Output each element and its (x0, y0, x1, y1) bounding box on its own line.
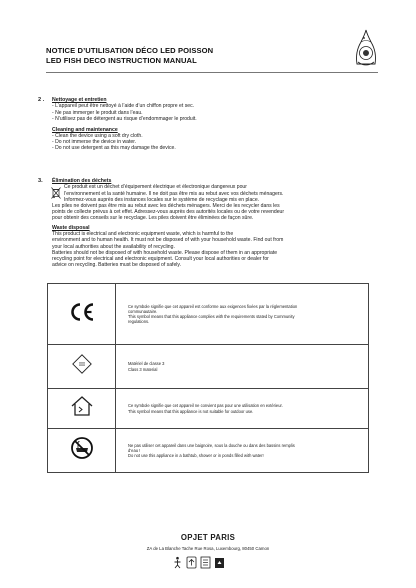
text-line: This symbol means that this appliance is not suitable for outdoor use. (128, 408, 254, 414)
section-heading-en: Waste disposal (52, 224, 90, 231)
symbol-description (116, 429, 369, 473)
symbol-cell (48, 284, 116, 345)
text-line: This product is electrical and electronic equipment waste, which is harmful to the (52, 231, 234, 238)
company-name: OPJET PARIS (180, 533, 236, 542)
triman-logo-icon (172, 556, 183, 569)
text-line: Les piles ne doivent pas être mis au rebut avec les déchets ménagers. Merci de les recycler dans les (52, 202, 280, 209)
recycle-bin-icon (186, 556, 197, 569)
text-line: - Clean the device using a soft dry cloth. (52, 133, 143, 140)
text-line: This symbol means that this appliance complies with the requirements stated by Community (128, 314, 295, 319)
symbol-cell (48, 429, 116, 473)
text-line: points de collecte prévus à cet effet. Adressez-vous auprès des autorités locales ou de votre revendeur (52, 208, 285, 215)
text-line: Matériel de classe 3 (128, 361, 165, 367)
crossed-out-wheelie-bin-icon (51, 187, 61, 199)
text-line: environment and to human health. It must not be disposed of with your household waste. Find out from (52, 237, 284, 244)
table-row (48, 345, 369, 389)
no-bathtub-icon (70, 436, 94, 460)
symbol-description (116, 284, 369, 345)
text-line: Do not use this appliance in a bathtub, shower or in ponds filled with water! (128, 453, 264, 459)
text-line: Informez-vous auprès des instances locales sur le système de recyclage mis en place. (64, 196, 260, 203)
text-line: Ce symbole signifie que cet appareil est conforme aux exigences fixées par la réglementation (128, 303, 298, 309)
section-heading-fr: Nettoyage et entretien (52, 97, 107, 103)
class-3-glyph: III (78, 362, 85, 368)
section-heading-fr: Élimination des déchets (52, 178, 112, 184)
text-line: recycling point for electrical and electronic equipment. Consult your local authorities or dealer for (52, 255, 269, 262)
text-line: - Do not use detergent as this may damage the device. (52, 145, 176, 152)
text-line: Class 3 material (128, 366, 158, 372)
text-line: advice on recycling. Batteries must be disposed of safely. (52, 261, 182, 268)
symbol-cell (48, 389, 116, 429)
footer-recycling-icons (172, 556, 225, 569)
indoor-use-house-icon (70, 395, 94, 417)
text-line: - Do not immerse the device in water. (52, 139, 137, 146)
ce-mark-icon (69, 302, 95, 322)
table-row (48, 284, 369, 345)
title-french: NOTICE D’UTILISATION DÉCO LED POISSON (46, 46, 214, 55)
symbol-description (116, 389, 369, 429)
text-line: your local authorities about the availability of recycling. (52, 243, 175, 250)
sorting-info-icon (200, 556, 211, 569)
text-line: communautaire. (128, 308, 158, 314)
symbol-cell (48, 345, 116, 389)
text-line: regulations. (128, 319, 150, 325)
class-3-diamond-icon (71, 353, 93, 375)
text-line: Batteries should not be disposed of with household waste. Please dispose of them in an appropriate (52, 249, 278, 256)
table-row (48, 429, 369, 473)
text-line: Ce produit est un déchet d’équipement électrique et électronique dangereux pour (64, 184, 247, 191)
text-line: pour obtenir des conseils sur le recyclage. Les piles doivent être éliminées de façon sûre. (52, 214, 254, 221)
text-line: - Ne pas immerger le produit dans l’eau. (52, 109, 143, 116)
text-line: - L’appareil peut être nettoyé à l’aide d’un chiffon propre et sec. (52, 103, 195, 110)
text-line: Ce symbole signifie que cet appareil ne convient pas pour une utilisation en extérieur. (128, 403, 283, 409)
text-line: d’eau ! (128, 447, 141, 453)
title-english: LED FISH DECO INSTRUCTION MANUAL (46, 56, 197, 65)
section-number: 3. (38, 178, 43, 184)
text-line: l’environnement et la santé humaine. Il ne doit pas être mis au rebut avec vos déchets ménagers. (64, 190, 284, 197)
symbol-description (116, 345, 369, 389)
section-waste (38, 178, 378, 278)
section-number: 2 . (38, 97, 45, 103)
fish-pearl-logo-icon (352, 28, 380, 70)
section-heading-en: Cleaning and maintenance (52, 126, 118, 133)
table-row (48, 389, 369, 429)
recycle-box-icon (214, 556, 225, 569)
title-divider (46, 72, 378, 73)
manual-title (46, 46, 336, 66)
company-address: ZA de La Blanche Tache Rue Rosa, Luxembourg, 80450 Camon (146, 546, 270, 551)
symbols-table (47, 283, 369, 473)
text-line: Ne pas utiliser cet appareil dans une baignoire, sous la douche ou dans des bassins remplis (128, 442, 295, 448)
section-cleaning (38, 97, 378, 165)
text-line: - N’utilisez pas de détergent au risque d’endommager le produit. (52, 115, 197, 122)
